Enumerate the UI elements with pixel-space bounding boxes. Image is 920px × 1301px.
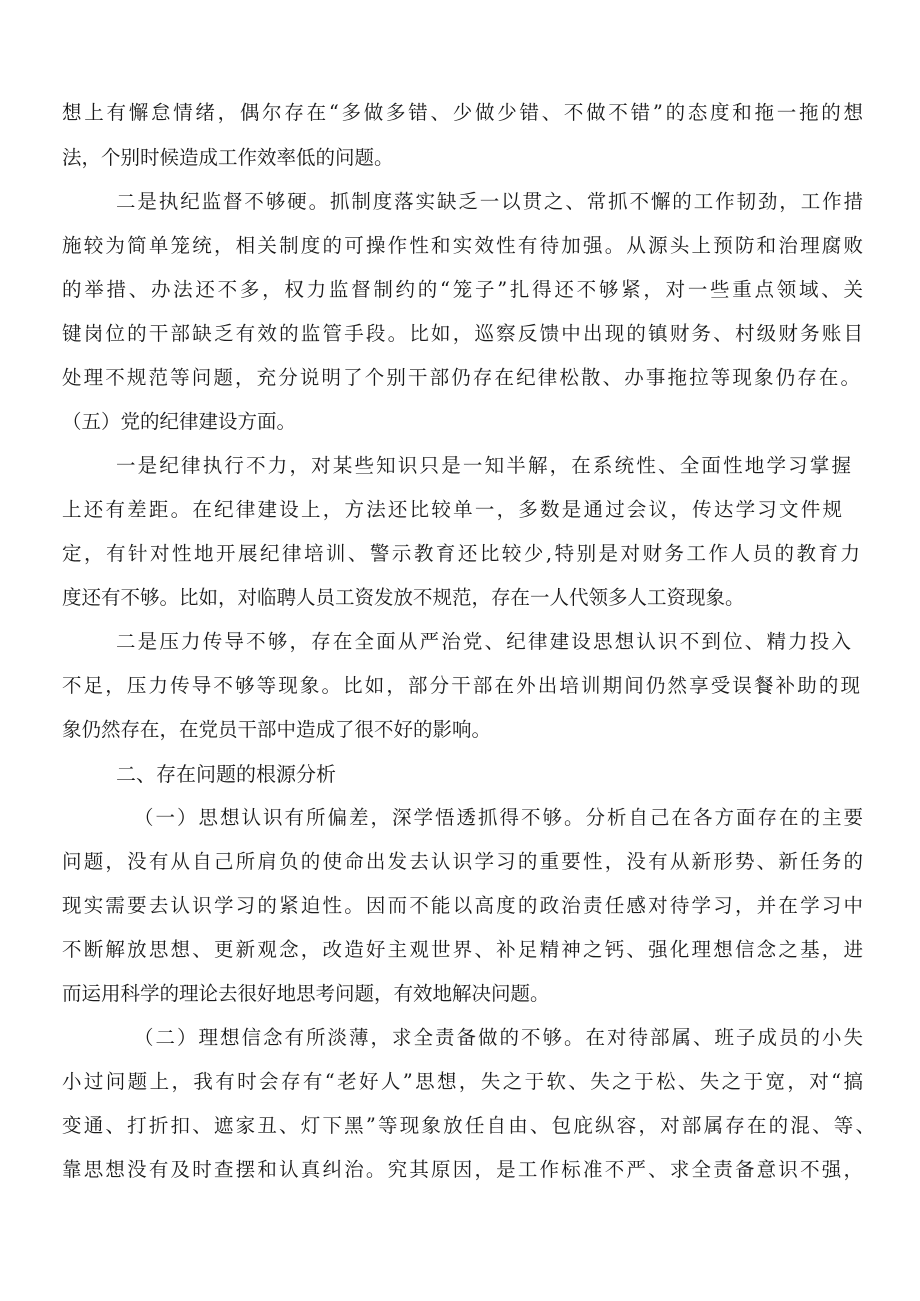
paragraph-line: 键岗位的干部缺乏有效的监管手段。比如，巡察反馈中出现的镇财务、村级财务账目 xyxy=(62,322,863,345)
paragraph-line: 上还有差距。在纪律建设上，方法还比较单一，多数是通过会议，传达学习文件规 xyxy=(62,498,842,521)
paragraph-line: 法，个别时候造成工作效率低的问题。 xyxy=(62,146,394,169)
paragraph-line: 象仍然存在，在党员干部中造成了很不好的影响。 xyxy=(62,718,492,741)
paragraph-line: 二是压力传导不够，存在全面从严治党、纪律建设思想认识不到位、精力投入 xyxy=(116,630,851,653)
paragraph-line: 不足，压力传导不够等现象。比如，部分干部在外出培训期间仍然享受误餐补助的现 xyxy=(62,674,860,697)
paragraph-line: 处理不规范等问题，充分说明了个别干部仍存在纪律松散、办事拖拉等现象仍存在。 xyxy=(62,366,860,389)
paragraph-line: 现实需要去认识学习的紧迫性。因而不能以高度的政治责任感对待学习，并在学习中 xyxy=(62,894,863,917)
paragraph-line: 靠思想没有及时查摆和认真纠治。究其原因，是工作标准不严、求全责备意识不强， xyxy=(62,1158,863,1181)
paragraph-line: （一）思想认识有所偏差，深学悟透抓得不够。分析自己在各方面存在的主要 xyxy=(134,806,863,829)
paragraph-line: 想上有懈怠情绪，偶尔存在“多做多错、少做少错、不做不错”的态度和拖一拖的想 xyxy=(62,101,863,124)
paragraph-line: 不断解放思想、更新观念，改造好主观世界、补足精神之钙、强化理想信念之基，进 xyxy=(62,938,863,961)
section-heading: （五）党的纪律建设方面。 xyxy=(62,410,297,433)
paragraph-line: 变通、打折扣、遮家丑、灯下黑”等现象放任自由、包庇纵容，对部属存在的混、等、 xyxy=(62,1114,875,1137)
paragraph-line: 定，有针对性地开展纪律培训、警示教育还比较少,特别是对财务工作人员的教育力 xyxy=(62,542,860,565)
paragraph-line: 的举措、办法还不多，权力监督制约的“笼子”扎得还不够紧，对一些重点领域、关 xyxy=(62,278,863,301)
paragraph-line: （二）理想信念有所淡薄，求全责备做的不够。在对待部属、班子成员的小失 xyxy=(134,1026,863,1049)
chapter-heading: 二、存在问题的根源分析 xyxy=(116,762,336,786)
paragraph-line: 小过问题上，我有时会存有“老好人”思想，失之于软、失之于松、失之于宽，对“搞 xyxy=(62,1070,863,1093)
paragraph-line: 问题，没有从自己所肩负的使命出发去认识学习的重要性，没有从新形势、新任务的 xyxy=(62,850,863,873)
paragraph-line: 一是纪律执行不力，对某些知识只是一知半解，在系统性、全面性地学习掌握 xyxy=(116,454,851,477)
paragraph-line: 度还有不够。比如，对临聘人员工资发放不规范，存在一人代领多人工资现象。 xyxy=(62,586,745,609)
paragraph-line: 二是执纪监督不够硬。抓制度落实缺乏一以贯之、常抓不懈的工作韧劲，工作措 xyxy=(116,190,863,213)
paragraph-line: 而运用科学的理论去很好地思考问题，有效地解决问题。 xyxy=(62,982,550,1005)
paragraph-line: 施较为简单笼统，相关制度的可操作性和实效性有待加强。从源头上预防和治理腐败 xyxy=(62,234,863,257)
